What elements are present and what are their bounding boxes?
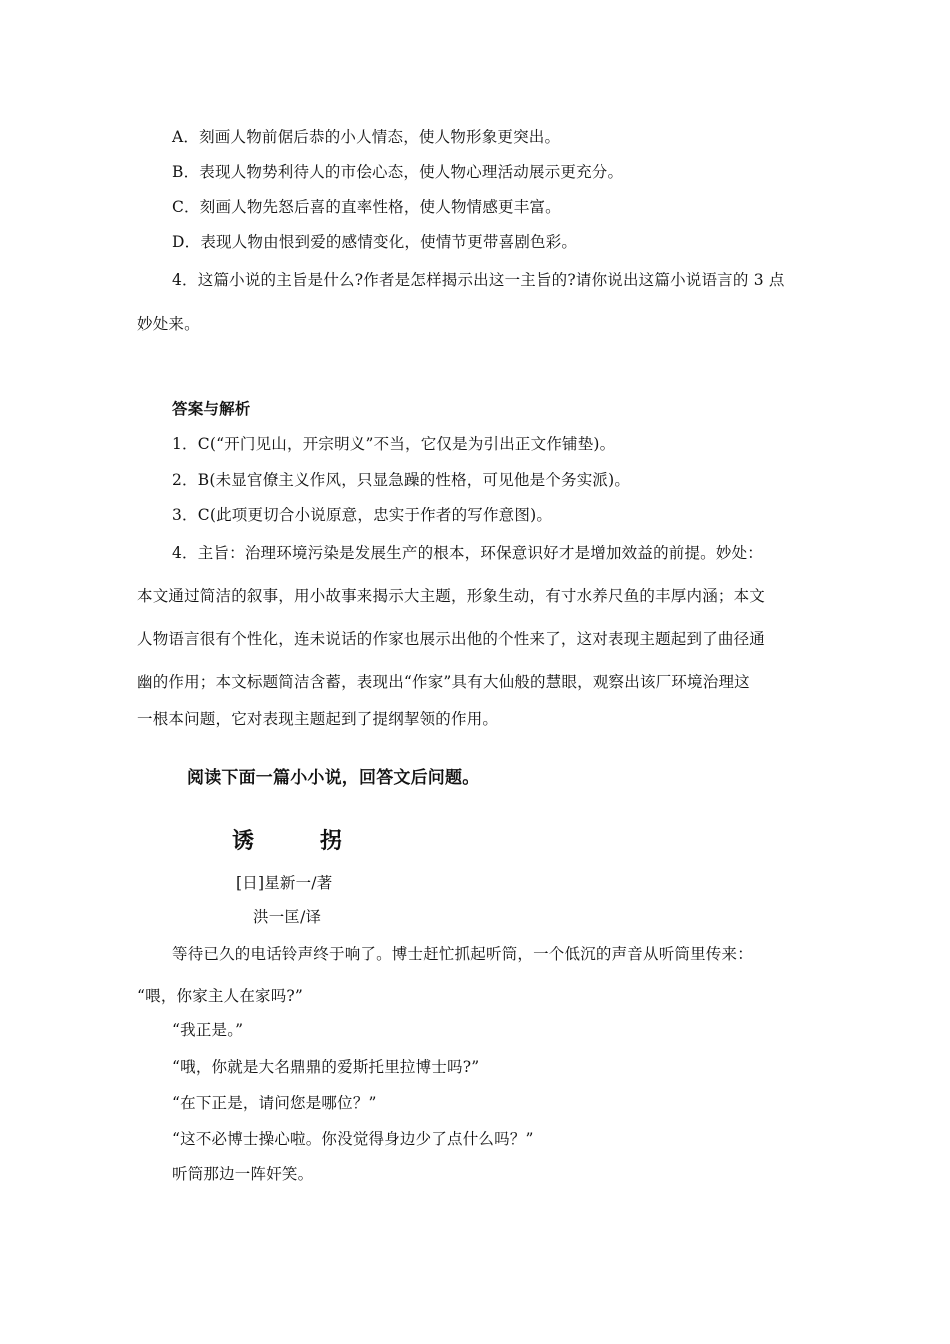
- story-dialogue-2: “哦，你就是大名鼎鼎的爱斯托里拉博士吗?”: [172, 1058, 480, 1076]
- story-title-char-2: 拐: [320, 829, 343, 854]
- story-dialogue-3: “在下正是，请问您是哪位？”: [172, 1094, 377, 1112]
- story-paragraph-1-line-2: “喂，你家主人在家吗?”: [137, 987, 304, 1005]
- q4-line-1: 4．这篇小说的主旨是什么?作者是怎样揭示出这一主旨的?请你说出这篇小说语言的 3 点: [172, 271, 785, 289]
- answer-2: 2．B(未显官僚主义作风，只显急躁的性格，可见他是个务实派)。: [172, 471, 631, 489]
- q3-option-c: C．刻画人物先怒后喜的直率性格，使人物情感更丰富。: [172, 198, 561, 216]
- answer-1: 1．C(“开门见山，开宗明义”不当，它仅是为引出正文作铺垫)。: [172, 435, 616, 453]
- q4-line-2: 妙处来。: [137, 315, 200, 333]
- answer-4-line-1: 4．主旨：治理环境污染是发展生产的根本，环保意识好才是增加效益的前提。妙处：: [172, 544, 763, 562]
- q3-option-b: B．表现人物势利待人的市侩心态，使人物心理活动展示更充分。: [172, 163, 624, 181]
- answer-4-line-4: 幽的作用；本文标题简洁含蓄，表现出“作家”具有大仙般的慧眼，观察出该厂环境治理这: [137, 673, 750, 691]
- story-translator: 洪一匡/译: [253, 908, 322, 926]
- answer-4-line-3: 人物语言很有个性化，连未说话的作家也展示出他的个性来了，这对表现主题起到了曲径通: [137, 630, 766, 648]
- story-author: [日]星新一/著: [236, 874, 333, 892]
- story-dialogue-4: “这不必博士操心啦。你没觉得身边少了点什么吗？”: [172, 1130, 534, 1148]
- answer-3: 3．C(此项更切合小说原意，忠实于作者的写作意图)。: [172, 506, 553, 524]
- story-paragraph-1-line-1: 等待已久的电话铃声终于响了。博士赶忙抓起听筒，一个低沉的声音从听筒里传来：: [172, 945, 753, 963]
- story-dialogue-1: “我正是。”: [172, 1021, 244, 1039]
- answer-4-line-2: 本文通过简洁的叙事，用小故事来揭示大主题，形象生动，有寸水养尺鱼的丰厚内涵；本文: [137, 587, 766, 605]
- q3-option-d: D．表现人物由恨到爱的感情变化，使情节更带喜剧色彩。: [172, 233, 578, 251]
- story-dialogue-5: 听筒那边一阵奸笑。: [172, 1165, 314, 1183]
- answers-heading: 答案与解析: [172, 400, 251, 418]
- answer-4-line-5: 一根本问题，它对表现主题起到了提纲挈领的作用。: [137, 710, 499, 728]
- story-title-char-1: 诱: [232, 829, 255, 854]
- q3-option-a: A．刻画人物前倨后恭的小人情态，使人物形象更突出。: [172, 128, 561, 146]
- reading-prompt: 阅读下面一篇小小说，回答文后问题。: [187, 768, 480, 788]
